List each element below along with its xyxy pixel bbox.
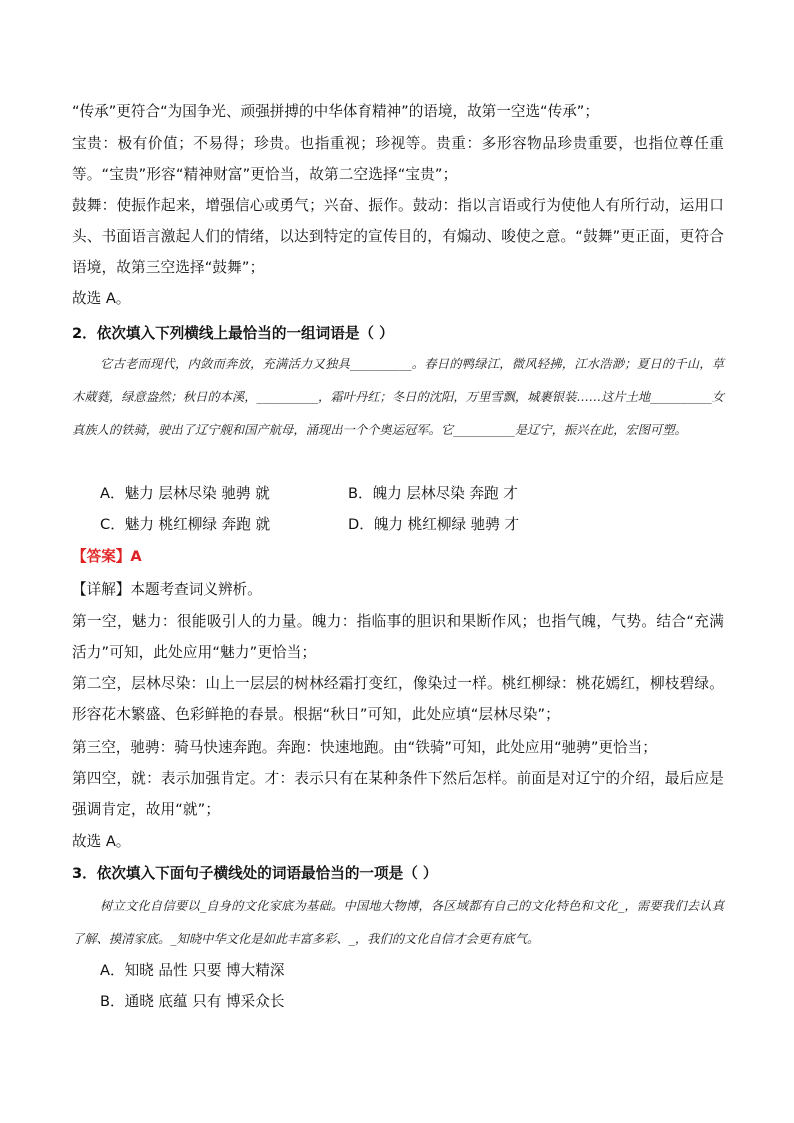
question-2-option-b: B．魄力 层林尽染 奔跑 才 [348, 485, 518, 502]
question-2-detail-1: 第一空，魅力：很能吸引人的力量。魄力：指临事的胆识和果断作风；也指气魄，气势。结合“充满活力”可知，此处应用“魅力”更恰当； [72, 613, 724, 661]
question-2-detail-2: 第二空，层林尽染：山上一层层的树林经霜打变红，像染过一样。桃红柳绿：桃花嫣红，柳枝碧绿。形容花木繁盛、色彩鲜艳的春景。根据“秋日”可知，此处应填“层林尽染”； [72, 675, 724, 723]
question-2-stem: 2．依次填入下列横线上最恰当的一组词语是（ ） [72, 325, 394, 342]
intro-paragraph-2: 宝贵：极有价值；不易得；珍贵。也指重视；珍视等。贵重：多形容物品珍贵重要，也指位尊任重等。“宝贵”形容“精神财富”更恰当，故第二空选择“宝贵”； [72, 135, 724, 183]
intro-conclusion: 故选 A。 [72, 290, 131, 307]
question-2-option-d: D．魄力 桃红柳绿 驰骋 才 [348, 516, 520, 533]
question-2-passage: 它古老而现代，内敛而奔放，充满活力又独具__________。春日的鸭绿江，微风轻拂，江水浩渺；夏日的千山，草木葳蕤，绿意盎然；秋日的本溪，__________，霜叶丹红；冬日的沈阳，万里雪飘，城裹银装……这片土地__________女真族人的铁骑，驶出了辽宁舰和国产航母，涌现出一个个奥运冠军。它__________是辽宁，振兴在此，宏图可塑。 [72, 357, 724, 437]
question-2-detail-3: 第三空，驰骋：骑马快速奔跑。奔跑：快速地跑。由“铁骑”可知，此处应用“驰骋”更恰当； [72, 739, 657, 756]
intro-paragraph-3: 鼓舞：使振作起来，增强信心或勇气；兴奋、振作。鼓动：指以言语或行为使他人有所行动，运用口头、书面语言激起人们的情绪，以达到特定的宣传目的，有煽动、唆使之意。“鼓舞”更正面，更符合语境，故第三空选择“鼓舞”； [72, 197, 724, 276]
question-3-option-a: A．知晓 品性 只要 博大精深 [100, 962, 285, 979]
question-2-option-a: A．魅力 层林尽染 驰骋 就 [100, 485, 270, 502]
question-3-option-b: B．通晓 底蕴 只有 博采众长 [100, 993, 285, 1010]
question-2-option-c: C．魅力 桃红柳绿 奔跑 就 [100, 516, 271, 533]
intro-paragraph-1: “传承”更符合“为国争光、顽强拼搏的中华体育精神”的语境，故第一空选“传承”； [72, 103, 599, 120]
question-2-conclusion: 故选 A。 [72, 833, 131, 850]
question-2-answer: 【答案】A [72, 548, 142, 565]
question-2-detail-4: 第四空，就：表示加强肯定。才：表示只有在某种条件下然后怎样。前面是对辽宁的介绍，最后应是强调肯定，故用“就”； [72, 770, 724, 818]
question-3-stem: 3．依次填入下面句子横线处的词语最恰当的一项是（ ） [72, 865, 438, 882]
question-3-passage: 树立文化自信要以_自身的文化家底为基础。中国地大物博，各区域都有自己的文化特色和文化_，需要我们去认真了解、摸清家底。_知晓中华文化是如此丰富多彩、_，我们的文化自信才会更有底气。 [72, 899, 724, 946]
question-2-detail-title: 【详解】本题考查词义辨析。 [72, 581, 262, 598]
